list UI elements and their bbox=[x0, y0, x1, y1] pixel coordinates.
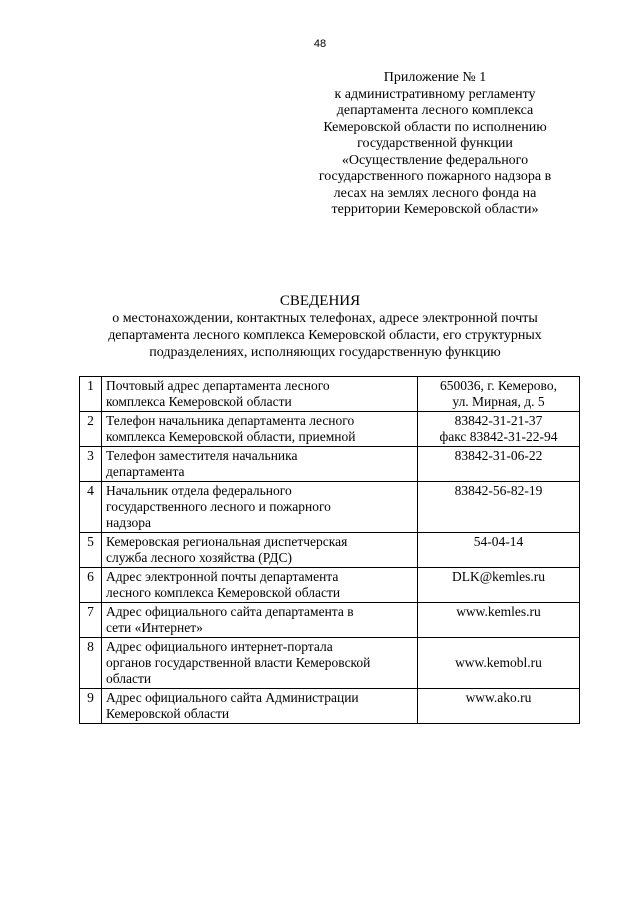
row-number: 1 bbox=[80, 377, 102, 412]
row-number: 7 bbox=[80, 603, 102, 638]
row-value-line: 83842-31-21-37 bbox=[454, 413, 543, 428]
row-value-line: www.kemles.ru bbox=[456, 604, 541, 619]
row-value-line: ул. Мирная, д. 5 bbox=[452, 394, 545, 409]
row-label-line: Кемеровской области bbox=[106, 706, 230, 721]
row-label-line: комплекса Кемеровской области, приемной bbox=[106, 429, 356, 444]
row-value bbox=[418, 603, 580, 638]
table-row bbox=[80, 447, 580, 482]
table-row bbox=[80, 482, 580, 533]
row-label bbox=[102, 482, 418, 533]
row-label-line: государственного лесного и пожарного bbox=[106, 499, 331, 514]
subtitle-line: подразделениях, исполняющих государственную функцию bbox=[149, 345, 501, 360]
table-row bbox=[80, 377, 580, 412]
appendix-line: к административному регламенту bbox=[334, 86, 536, 102]
appendix-line: «Осуществление федерального bbox=[341, 152, 529, 168]
contact-info-table bbox=[79, 376, 580, 724]
row-label-line: Адрес электронной почты департамента bbox=[106, 569, 339, 584]
row-value bbox=[418, 638, 580, 689]
row-label-line: департамента bbox=[106, 464, 185, 479]
table-row bbox=[80, 412, 580, 447]
row-label-line: Кемеровская региональная диспетчерская bbox=[106, 534, 348, 549]
row-value-line: 54-04-14 bbox=[473, 534, 524, 549]
document-subtitle bbox=[40, 310, 610, 361]
row-label-line: органов государственной власти Кемеровской bbox=[106, 655, 371, 670]
row-number: 5 bbox=[80, 533, 102, 568]
row-number: 4 bbox=[80, 482, 102, 533]
document-title: СВЕДЕНИЯ bbox=[279, 293, 361, 309]
table-row bbox=[80, 533, 580, 568]
row-label-line: надзора bbox=[106, 515, 151, 530]
table-row bbox=[80, 603, 580, 638]
row-value bbox=[418, 568, 580, 603]
appendix-line: Приложение № 1 bbox=[383, 70, 487, 85]
row-label-line: Телефон заместителя начальника bbox=[106, 448, 298, 463]
row-value bbox=[418, 412, 580, 447]
row-label-line: области bbox=[106, 671, 152, 686]
row-label-line: комплекса Кемеровской области bbox=[106, 394, 292, 409]
row-number: 9 bbox=[80, 689, 102, 724]
row-number: 3 bbox=[80, 447, 102, 482]
row-value bbox=[418, 482, 580, 533]
row-label bbox=[102, 638, 418, 689]
row-value-line: 83842-31-06-22 bbox=[454, 448, 543, 463]
row-label-line: Адрес официального сайта департамента в bbox=[106, 604, 354, 619]
row-value bbox=[418, 377, 580, 412]
page-number: 48 bbox=[313, 38, 327, 50]
row-number: 8 bbox=[80, 638, 102, 689]
row-label bbox=[102, 603, 418, 638]
row-value-line: DLK@kemles.ru bbox=[451, 569, 546, 584]
row-label bbox=[102, 447, 418, 482]
row-label-line: Начальник отдела федерального bbox=[106, 483, 292, 498]
row-value bbox=[418, 447, 580, 482]
row-label-line: лесного комплекса Кемеровской области bbox=[106, 585, 341, 600]
row-label-line: Адрес официального интернет-портала bbox=[106, 639, 333, 654]
row-number: 2 bbox=[80, 412, 102, 447]
row-number: 6 bbox=[80, 568, 102, 603]
table-row bbox=[80, 689, 580, 724]
row-label-line: служба лесного хозяйства (РДС) bbox=[106, 550, 292, 565]
row-value-line: 650036, г. Кемерово, bbox=[440, 378, 557, 393]
row-label bbox=[102, 377, 418, 412]
row-label bbox=[102, 689, 418, 724]
appendix-header bbox=[300, 70, 570, 219]
appendix-line: государственной функции bbox=[357, 136, 513, 151]
row-value bbox=[418, 689, 580, 724]
appendix-line: департамента лесного комплекса bbox=[336, 103, 534, 118]
table-row bbox=[80, 638, 580, 689]
subtitle-line: департамента лесного комплекса Кемеровской области, его структурных bbox=[108, 328, 542, 343]
row-label-line: сети «Интернет» bbox=[106, 620, 203, 635]
appendix-line: территории Кемеровской области» bbox=[331, 202, 539, 217]
row-value-line: 83842-56-82-19 bbox=[454, 483, 543, 498]
row-label-line: Адрес официального сайта Администрации bbox=[106, 690, 359, 705]
appendix-line: Кемеровской области по исполнению bbox=[323, 119, 547, 135]
appendix-line: лесах на землях лесного фонда на bbox=[333, 185, 537, 201]
row-label bbox=[102, 412, 418, 447]
row-value-line: www.kemobl.ru bbox=[455, 655, 542, 670]
row-value-line: www.ako.ru bbox=[465, 690, 532, 705]
row-label-line: Телефон начальника департамента лесного bbox=[106, 413, 355, 428]
subtitle-line: о местонахождении, контактных телефонах, адресе электронной почты bbox=[112, 311, 538, 326]
row-label bbox=[102, 533, 418, 568]
row-value-line: факс 83842-31-22-94 bbox=[439, 429, 558, 444]
row-value bbox=[418, 533, 580, 568]
appendix-line: государственного пожарного надзора в bbox=[318, 169, 552, 184]
row-label-line: Почтовый адрес департамента лесного bbox=[106, 378, 330, 393]
row-label bbox=[102, 568, 418, 603]
table-row bbox=[80, 568, 580, 603]
table-body bbox=[80, 377, 580, 724]
